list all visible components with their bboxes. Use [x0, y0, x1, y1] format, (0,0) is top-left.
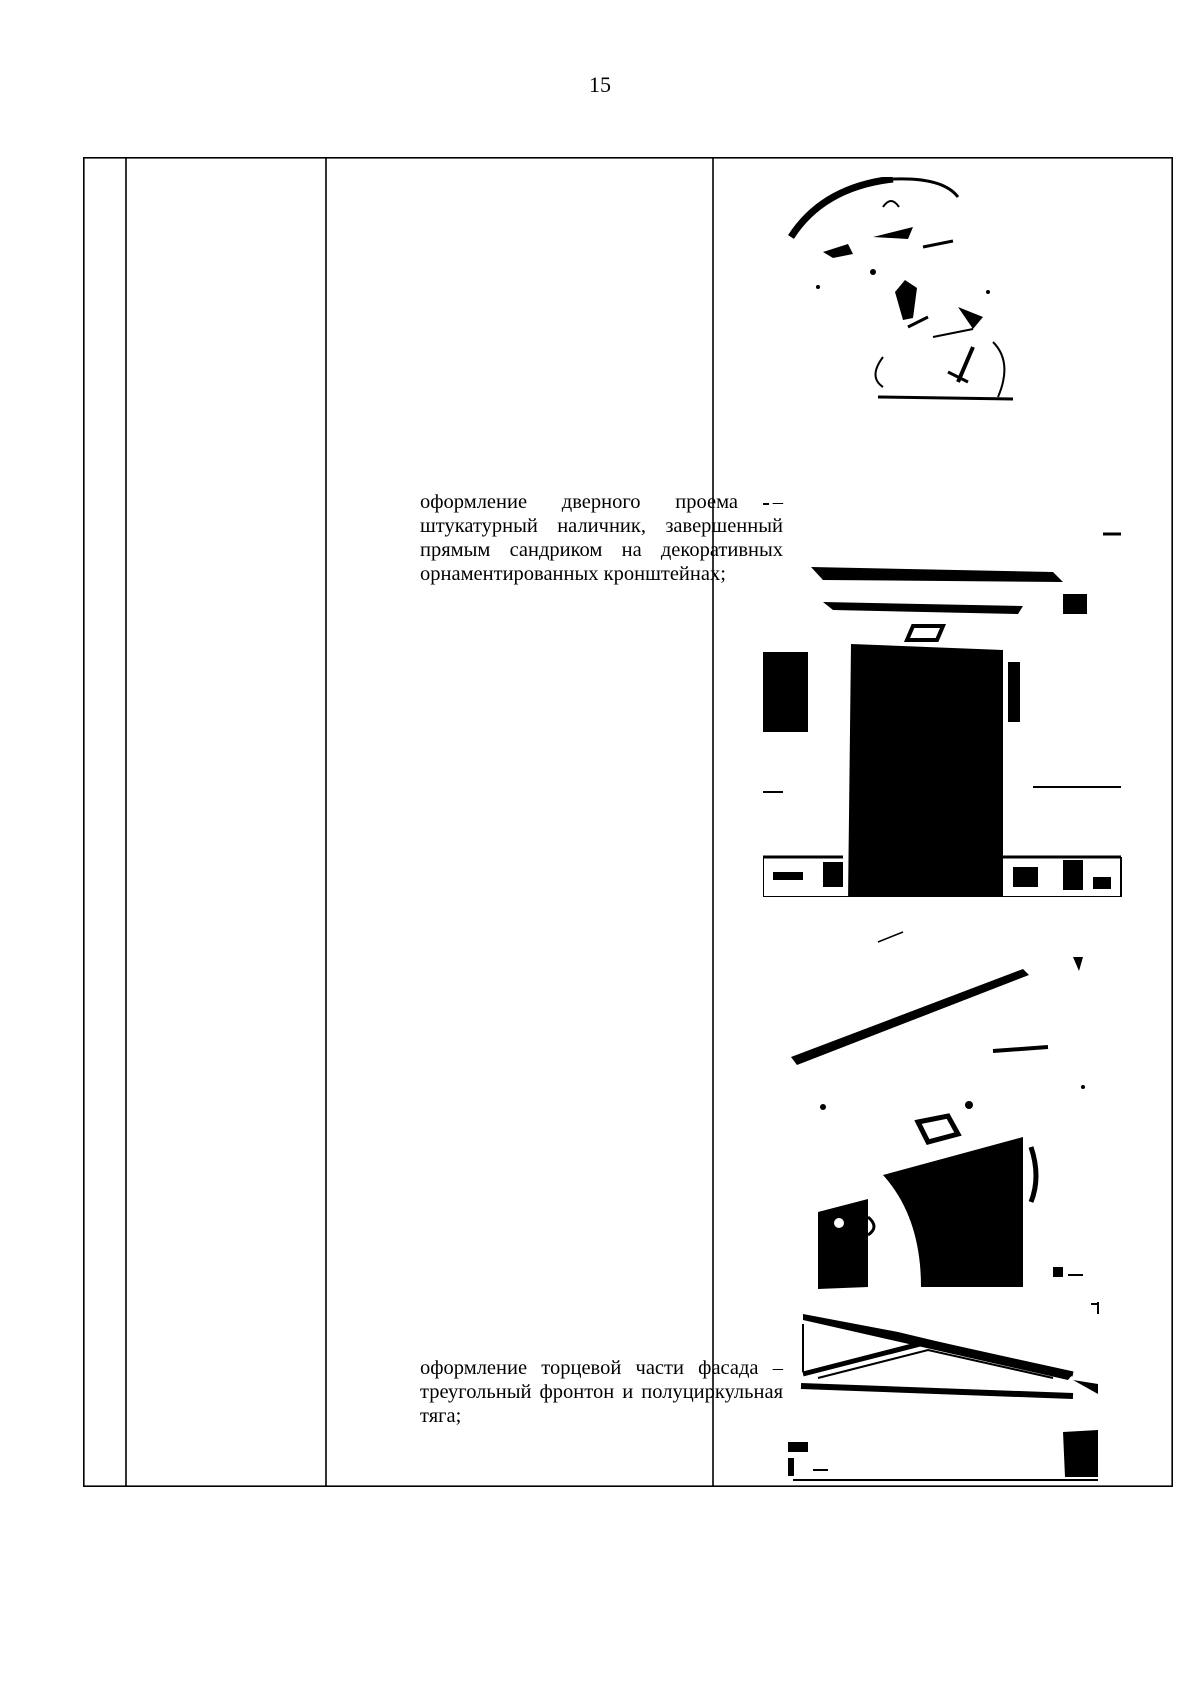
photo-triangular-pediment: [773, 1302, 1113, 1482]
page-number: 15: [589, 72, 611, 97]
photo-door-opening-front: [763, 502, 1123, 897]
door-opening-description: оформление дверного проема – штукатурный наличник, завершенный прямым сандриком на декоративных орнаментированных кронштейнах;: [420, 491, 783, 585]
end-facade-description: оформление торцевой части фасада – треугольный фронтон и полуциркульная тяга;: [420, 1357, 783, 1427]
photo-door-opening-angle: [783, 917, 1123, 1297]
photo-ornamental-cartouche: [783, 177, 1043, 407]
document-table: [83, 157, 1173, 1487]
